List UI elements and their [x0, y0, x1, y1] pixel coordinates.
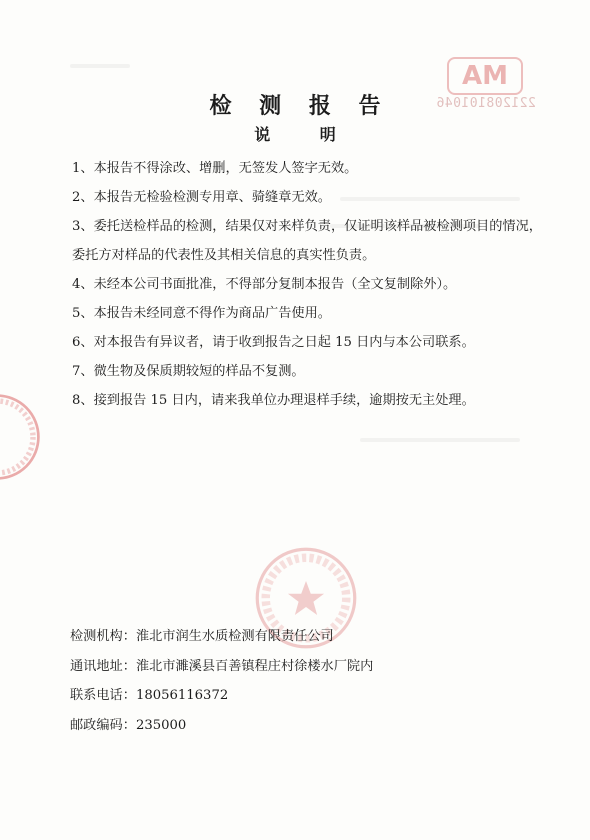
note-item: 1、本报告不得涂改、增删，无签发人签字无效。	[72, 161, 358, 176]
note-item: 5、本报告未经同意不得作为商品广告使用。	[72, 306, 331, 321]
contact-phone	[70, 681, 530, 711]
note-item: 3、委托送检样品的检测，结果仅对来样负责，仅证明该样品被检测项目的情况，委托方对样品的代表性及其相关信息的真实性负责。	[72, 219, 542, 263]
ma-stamp-bleed: MA	[447, 57, 523, 95]
seam-seal-icon	[0, 392, 42, 482]
note-item: 4、未经本公司书面批准，不得部分复制本报告（全文复制除外）。	[72, 277, 457, 292]
bleed-line	[360, 438, 520, 442]
address-value: 淮北市濉溪县百善镇程庄村徐楼水厂院内	[135, 658, 374, 674]
bleed-line	[70, 64, 130, 68]
org-value: 淮北市润生水质检测有限责任公司	[135, 629, 334, 644]
phone-label: 联系电话：	[70, 688, 136, 703]
note-item: 6、对本报告有异议者，请于收到报告之日起 15 日内与本公司联系。	[72, 335, 475, 350]
contact-postcode	[70, 711, 530, 741]
notes-list	[72, 154, 542, 415]
instructions-heading: 说 明	[254, 125, 358, 144]
note-item: 2、本报告无检验检测专用章、骑缝章无效。	[72, 190, 331, 205]
note-item: 8、接到报告 15 日内，请来我单位办理退样手续，逾期按无主处理。	[72, 393, 475, 408]
contact-block	[70, 622, 530, 740]
phone-value: 18056116372	[135, 688, 229, 703]
report-title: 检 测 报 告	[209, 93, 391, 119]
org-label: 检测机构：	[70, 629, 136, 644]
postcode-value: 235000	[135, 717, 187, 733]
contact-address	[70, 652, 530, 682]
cert-number-bleed: 221208101046	[436, 96, 536, 111]
note-item: 7、微生物及保质期较短的样品不复测。	[72, 364, 305, 379]
postcode-label: 邮政编码：	[70, 717, 136, 733]
contact-org	[70, 622, 530, 652]
address-label: 通讯地址：	[70, 658, 136, 674]
